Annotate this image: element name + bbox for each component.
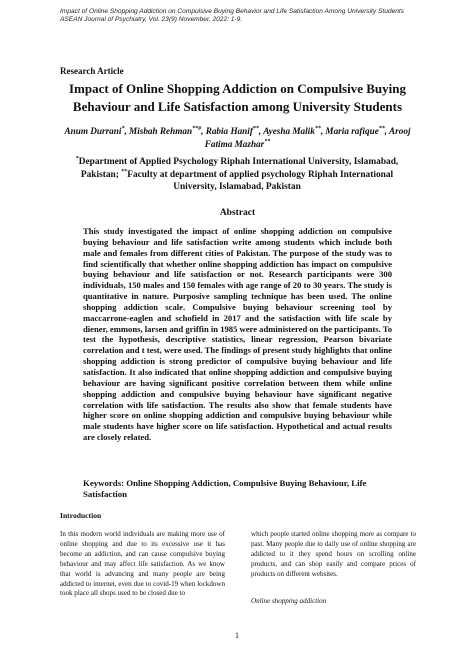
author: Misbah Rehman**#, xyxy=(129,125,206,136)
paper-title: Impact of Online Shopping Addiction on Compulsive Buying Behaviour and Life Satisfaction among University Students xyxy=(68,81,406,114)
keywords: Keywords: Online Shopping Addiction, Compulsive Buying Behaviour, Life Satisfaction xyxy=(83,478,367,499)
article-type: Research Article xyxy=(60,66,124,76)
affiliation-mark: * xyxy=(75,155,79,162)
introduction-left-column: In this modern world individuals are making more use of online shopping and due to its excessive use it has become an addiction, and can cause compulsive buying behaviour and may affect life satisfaction. As we know that world is advancing and many people are being addicted to internet, even due to covid-19 when lockdown took place all shops used to be closed due to xyxy=(60,530,225,598)
affiliation-text: Department of Applied Psychology Riphah International University, Islamabad, Pakistan; xyxy=(78,157,399,180)
author: Maria rafique**, xyxy=(325,125,390,136)
header-journal: ASEAN Journal of Psychiatry, Vol. 23(9) November, 2022: 1-9. xyxy=(60,16,243,24)
abstract-heading: Abstract xyxy=(219,208,256,218)
author-list xyxy=(60,125,415,151)
subsection-heading: Online shopping addiction xyxy=(251,597,327,605)
author: Ayesha Malik**, xyxy=(263,125,326,136)
affiliation-mark: ** xyxy=(121,168,128,175)
author: Anum Durrani*, xyxy=(64,125,130,136)
abstract-text: This study investigated the impact of online shopping addiction on compulsive buying behaviour and life satisfaction write among students which include both male and females from different cities of Pakistan. The purpose of the study was to find scientifically that whether online shopping addiction has impact on compulsive buying behaviour and life satisfaction or not. Research participants were 300 individuals, 150 males and 150 females with age range of 20 to 30 years. The study is quantitative in nature. Purposive sampling technique has been used. The online shopping addiction scale. Compulsive buying behaviour screening tool by maccarrone-eaglen and schofield in 2017 and the satisfaction with life scale by diener, emmons, larsen and griffin in 1985 were administered on the participants. To test the hypothesis, descriptive statistics, linear regression, Pearson bivariate correlation and t test, were used. The findings of present study highlights that online shopping addiction is strong predictor of compulsive buying behaviour and life satisfaction. It also indicated that online shopping addiction and compulsive buying behaviour are having significant positive correlation between them while online shopping addiction and compulsive buying behaviour have significant negative correlation with life satisfaction. The results also show that female students have higher score on online shopping addiction and compulsive buying behaviour while male students have higher score on life satisfaction. Hypothetical and actual results are closely related. xyxy=(83,226,392,443)
page-number: 1 xyxy=(235,631,239,640)
header-title: Impact of Online Shopping Addiction on Compulsive Buying Behavior and Life Satisfaction Among University Students xyxy=(60,8,405,15)
affiliations xyxy=(72,156,402,194)
author: Arooj Fatima Mazhar** xyxy=(204,126,411,149)
introduction-right-column: which people started online shopping more as compare to past. Many people due to daily use of online shopping are addicted to it they spend hours on scrolling online products, and can shop easily and compare prices of products on different websites. xyxy=(251,530,416,578)
introduction-heading: Introduction xyxy=(60,511,102,520)
affiliation-text: Faculty at department of applied psychology Riphah International University, Islamabad, Pakistan xyxy=(127,169,394,193)
author: Rabia Hanif**, xyxy=(205,125,264,136)
running-header xyxy=(60,8,420,24)
